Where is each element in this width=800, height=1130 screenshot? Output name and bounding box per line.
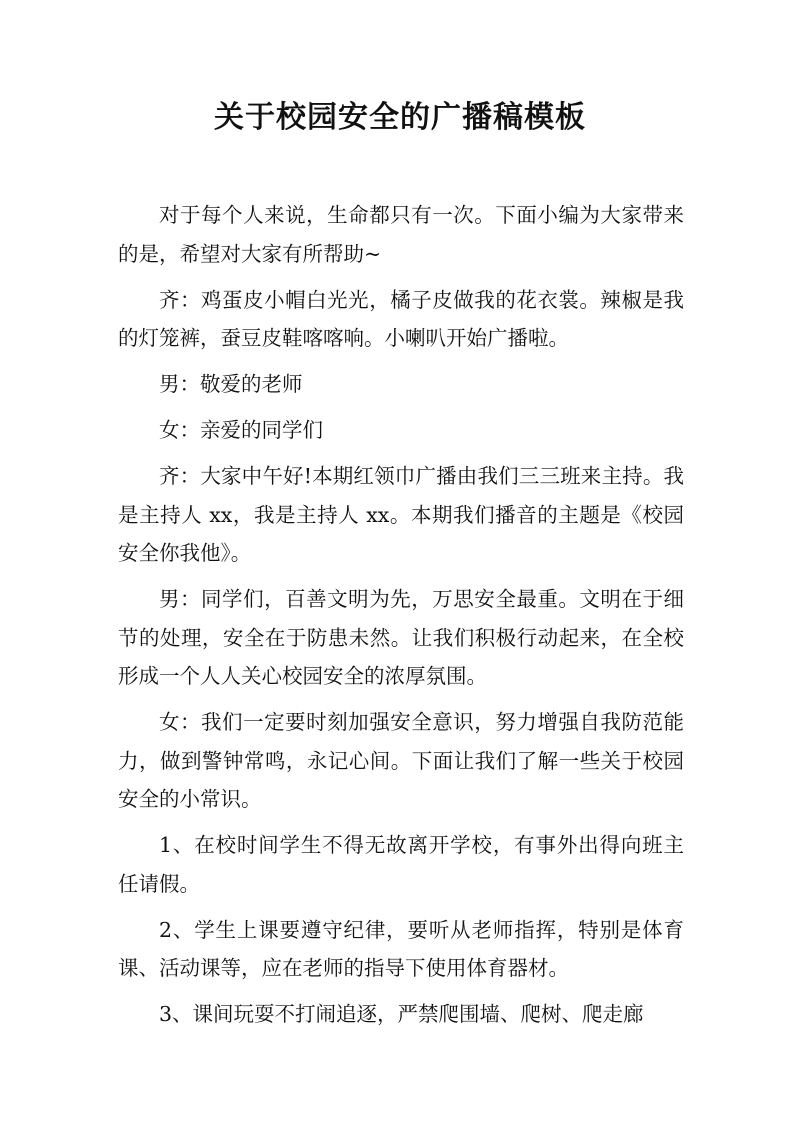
paragraph-intro: 对于每个人来说，生命都只有一次。下面小编为大家带来的是，希望对大家有所帮助~ bbox=[118, 203, 684, 266]
paragraph-male-greeting: 男：敬爱的老师 bbox=[159, 372, 303, 396]
paragraph-female-speech: 女：我们一定要时刻加强安全意识，努力增强自我防范能力，做到警钟常鸣，永记心间。下面让我们了解一些关于校园安全的小常识。 bbox=[118, 710, 684, 811]
paragraph-tip-2: 2、学生上课要遵守纪律，要听从老师指挥，特别是体育课、活动课等，应在老师的指导下使用体育器材。 bbox=[118, 917, 684, 980]
paragraph-tip-3: 3、课间玩耍不打闹追逐，严禁爬围墙、爬树、爬走廊 bbox=[159, 1002, 644, 1026]
paragraph-chorus-opening: 齐：鸡蛋皮小帽白光光，橘子皮做我的花衣裳。辣椒是我的灯笼裤，蚕豆皮鞋喀喀响。小喇叭开始广播啦。 bbox=[118, 287, 684, 350]
document-body bbox=[118, 196, 684, 1041]
paragraph-tip-1: 1、在校时间学生不得无故离开学校，有事外出得向班主任请假。 bbox=[118, 833, 684, 896]
paragraph-female-greeting: 女：亲爱的同学们 bbox=[159, 418, 323, 442]
paragraph-male-speech: 男：同学们，百善文明为先，万思安全最重。文明在于细节的处理，安全在于防患未然。让我们积极行动起来，在全校形成一个人人关心校园安全的浓厚氛围。 bbox=[118, 587, 684, 688]
paragraph-chorus-intro: 齐：大家中午好!本期红领巾广播由我们三三班来主持。我是主持人 xx，我是主持人 xx。本期我们播音的主题是《校园安全你我他》。 bbox=[118, 464, 684, 565]
document-title: 关于校园安全的广播稿模板 bbox=[214, 100, 586, 135]
